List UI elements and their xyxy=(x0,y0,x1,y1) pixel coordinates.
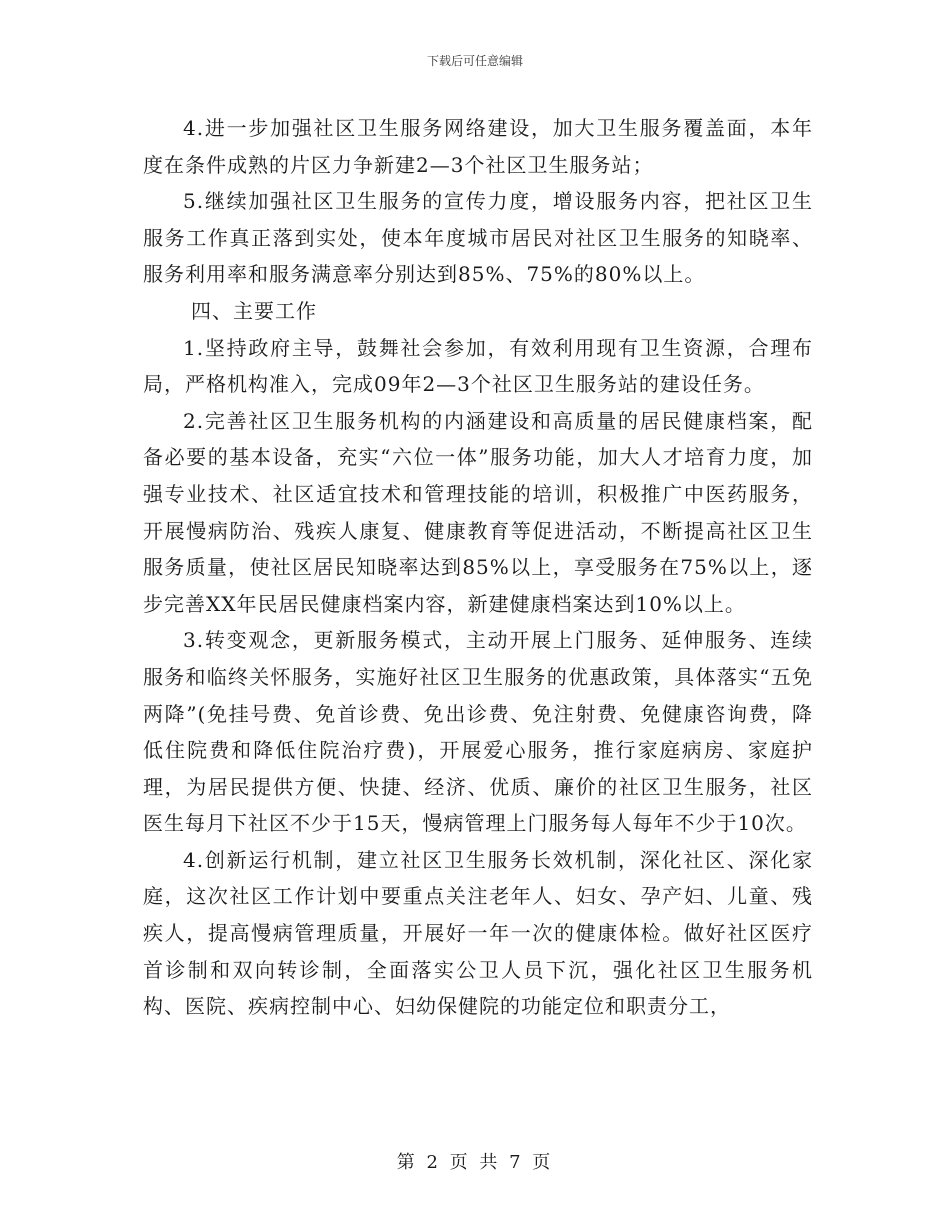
document-body xyxy=(143,110,813,1025)
paragraph-work-2: 2.完善社区卫生服务机构的内涵建设和高质量的居民健康档案，配备必要的基本设备，充实“六位一体”服务功能，加大人才培育力度，加强专业技术、社区适宜技术和管理技能的培训，积极推广中医药服务，开展慢病防治、残疾人康复、健康教育等促进活动，不断提高社区卫生服务质量，使社区居民知晓率达到85%以上，享受服务在75%以上，逐步完善XX年民居民健康档案内容，新建健康档案达到10%以上。 xyxy=(143,408,813,616)
paragraph-goal-4: 4.进一步加强社区卫生服务网络建设，加大卫生服务覆盖面，本年度在条件成熟的片区力争新建2—3个社区卫生服务站； xyxy=(143,116,813,177)
header-note: 下载后可任意编辑 xyxy=(426,54,523,68)
page-number: 第 2 页 共 7 页 xyxy=(396,1152,554,1173)
paragraph-work-1: 1.坚持政府主导，鼓舞社会参加，有效利用现有卫生资源，合理布局，严格机构准入，完成09年2—3个社区卫生服务站的建设任务。 xyxy=(143,335,813,397)
paragraph-goal-5: 5.继续加强社区卫生服务的宣传力度，增设服务内容，把社区卫生服务工作真正落到实处，使本年度城市居民对社区卫生服务的知晓率、服务利用率和服务满意率分别达到85%、75%的80%以上。 xyxy=(143,189,813,287)
paragraph-work-3: 3.转变观念，更新服务模式，主动开展上门服务、延伸服务、连续服务和临终关怀服务，实施好社区卫生服务的优惠政策，具体落实“五免两降”(免挂号费、免首诊费、免出诊费、免注射费、免健康咨询费，降低住院费和降低住院治疗费)，开展爱心服务，推行家庭病房、家庭护理，为居民提供方便、快捷、经济、优质、廉价的社区卫生服务，社区医生每月下社区不少于15天，慢病管理上门服务每人每年不少于10次。 xyxy=(143,628,813,836)
paragraph-work-4: 4.创新运行机制，建立社区卫生服务长效机制，深化社区、深化家庭，这次社区工作计划中要重点关注老年人、妇女、孕产妇、儿童、残疾人，提高慢病管理质量，开展好一年一次的健康体检。做好社区医疗首诊制和双向转诊制，全面落实公卫人员下沉，强化社区卫生服务机构、医院、疾病控制中心、妇幼保健院的功能定位和职责分工， xyxy=(143,847,813,1019)
section-heading: 四、主要工作 xyxy=(191,298,317,323)
